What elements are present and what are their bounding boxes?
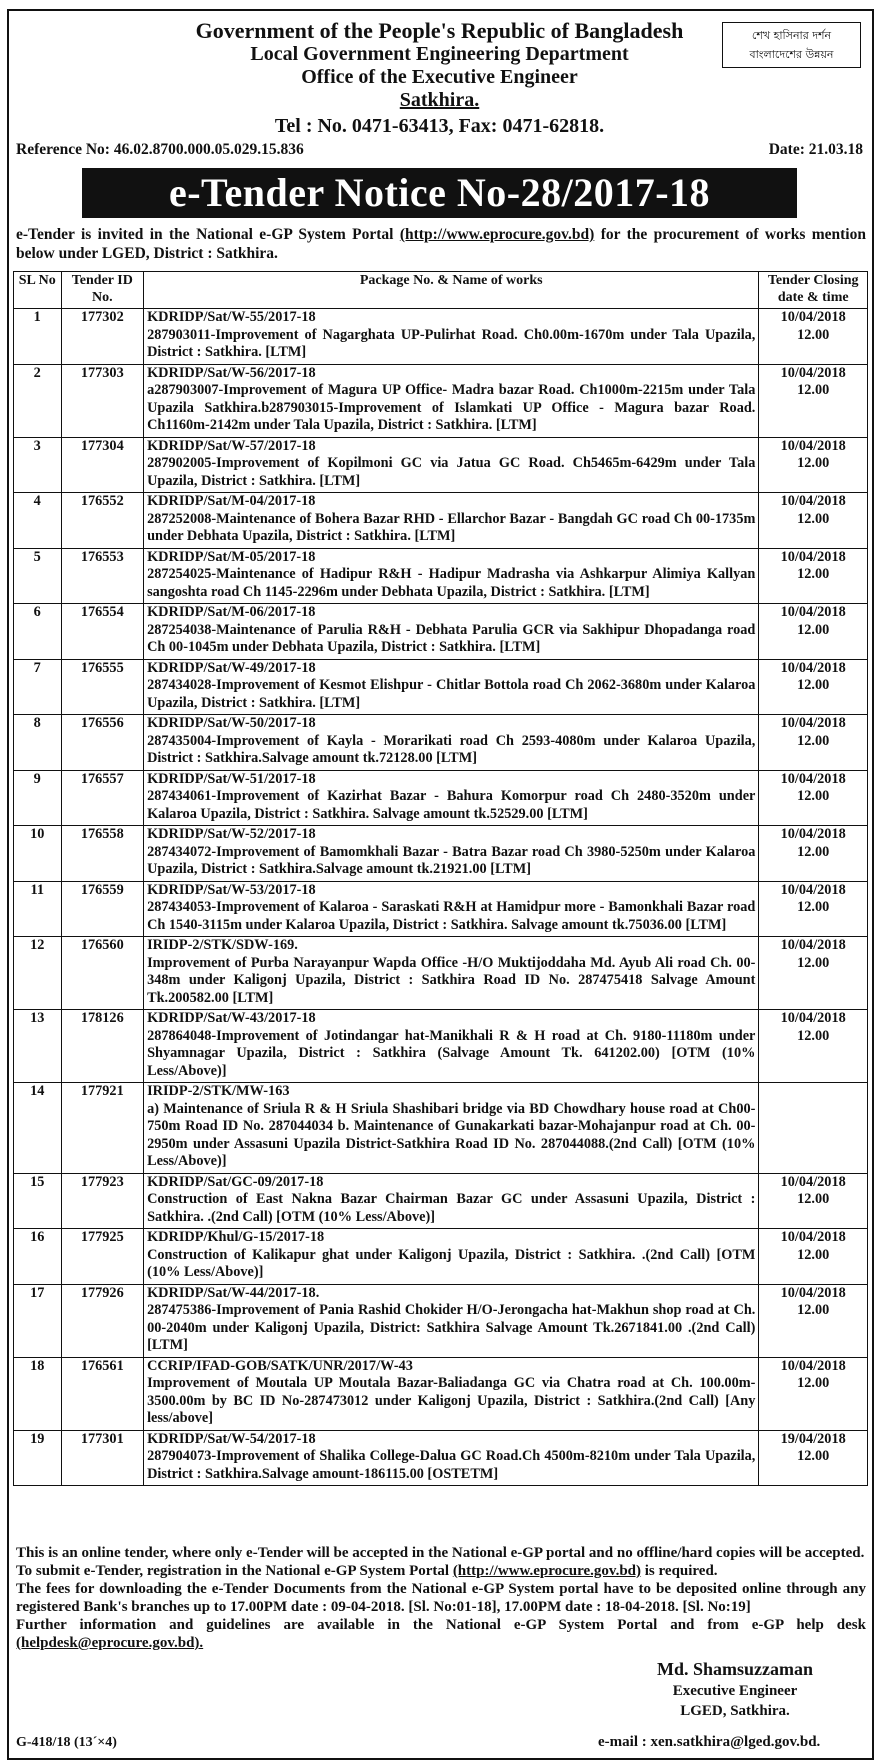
table-row bbox=[14, 437, 868, 493]
cell-tender-id: 176556 bbox=[61, 715, 144, 771]
cell-tender-id: 177304 bbox=[61, 437, 144, 493]
closing-date: 10/04/2018 bbox=[780, 937, 846, 953]
work-name: 287434061-Improvement of Kazirhat Bazar - Bahura Komorpur road Ch 2480-3520m under Kalaroa Upazila, District : Satkhira. Salvage amount tk.52529.00 [LTM] bbox=[147, 788, 756, 822]
work-name: Improvement of Moutala UP Moutala Bazar-Baliadanga GC via Chatra road at Ch. 100.00m-3500.00m by BC ID No-287473012 under Kaligonj Upazila, District : Satkhira.(2nd Call) [Any less/above] bbox=[147, 1375, 756, 1426]
closing-time: 12.00 bbox=[797, 566, 830, 582]
closing-date: 10/04/2018 bbox=[780, 548, 846, 565]
cell-closing bbox=[759, 1173, 868, 1229]
cell-sl: 1 bbox=[14, 309, 62, 365]
cell-sl: 17 bbox=[14, 1284, 62, 1357]
table-body bbox=[14, 309, 868, 1486]
signature-block bbox=[600, 1657, 870, 1721]
cell-package bbox=[144, 659, 759, 715]
closing-date: 10/04/2018 bbox=[780, 715, 846, 731]
slogan-line-1: শেখ হাসিনার দর্শন bbox=[751, 29, 832, 42]
office-location: Satkhira. bbox=[399, 89, 480, 111]
footer-note-fees: The fees for downloading the e-Tender Documents from the National e-GP System portal have to be deposited online through any registered Bank's branches up to 17.00PM date : 09-04-2018. [Sl. No:01-18], 17.00PM date : 18-04-2018. [Sl. No:19] bbox=[16, 1581, 866, 1615]
cell-tender-id: 177925 bbox=[61, 1229, 144, 1285]
package-number: KDRIDP/Sat/W-44/2017-18. bbox=[147, 1284, 320, 1301]
work-name: Construction of East Nakna Bazar Chairman Bazar GC under Assasuni Upazila, District : Satkhira. .(2nd Call) [OTM (10% Less/Above)] bbox=[147, 1191, 756, 1225]
cell-sl: 13 bbox=[14, 1010, 62, 1083]
cell-tender-id: 176553 bbox=[61, 548, 144, 604]
cell-tender-id: 176552 bbox=[61, 493, 144, 549]
closing-date: 10/04/2018 bbox=[780, 309, 846, 325]
cell-sl: 5 bbox=[14, 548, 62, 604]
package-number: KDRIDP/Khul/G-15/2017-18 bbox=[147, 1229, 325, 1245]
package-number: IRIDP-2/STK/SDW-169. bbox=[147, 937, 298, 953]
closing-date: 10/04/2018 bbox=[780, 659, 846, 676]
cell-sl: 14 bbox=[14, 1083, 62, 1174]
work-name: 287864048-Improvement of Jotindangar hat-Manikhali R & H road at Ch. 9180-11180m under Shyamnagar Upazila, District : Satkhira (Salvage Amount Tk. 641202.00) [OTM (10% Less/Above)] bbox=[147, 1027, 756, 1079]
cell-sl: 9 bbox=[14, 770, 62, 826]
signatory-title: Executive Engineer bbox=[672, 1683, 798, 1699]
closing-time: 12.00 bbox=[797, 455, 830, 471]
table-row bbox=[14, 604, 868, 660]
table-row bbox=[14, 1284, 868, 1357]
cell-package bbox=[144, 604, 759, 660]
package-number: KDRIDP/Sat/M-06/2017-18 bbox=[147, 604, 316, 620]
work-name: 287435004-Improvement of Kayla - Morarikati road Ch 2593-4080m under Kalaroa Upazila, District : Satkhira.Salvage amount tk.72128.00 [LTM] bbox=[147, 732, 756, 766]
package-number: KDRIDP/Sat/W-52/2017-18 bbox=[147, 826, 316, 842]
work-name: 287434072-Improvement of Bamomkhali Bazar - Batra Bazar road Ch 3980-5250m under Kalaroa Upazila, District : Satkhira.Salvage amount tk.21921.00 [LTM] bbox=[147, 843, 756, 877]
work-name: 287254038-Maintenance of Parulia R&H - Debhata Parulia GCR via Sakhipur Dhopadanga road Ch 00-1045m under Debhata Upazila, District : Satkhira. [LTM] bbox=[147, 621, 756, 655]
department-name: Local Government Engineering Department bbox=[250, 43, 629, 65]
cell-tender-id: 176555 bbox=[61, 659, 144, 715]
table-row bbox=[14, 770, 868, 826]
work-name: Improvement of Purba Narayanpur Wapda Office -H/O Muktijoddaha Md. Ayub Ali road Ch. 00-348m under Kaligonj Upazila, District : Satkhira Road ID No. 287475418 Salvage Amount Tk.200582.00 [LTM] bbox=[147, 954, 756, 1006]
cell-closing bbox=[759, 1010, 868, 1083]
cell-package bbox=[144, 1430, 759, 1486]
package-number: KDRIDP/Sat/W-43/2017-18 bbox=[147, 1010, 316, 1026]
cell-tender-id: 176554 bbox=[61, 604, 144, 660]
signatory-name: Md. Shamsuzzaman bbox=[656, 1659, 813, 1679]
cell-package bbox=[144, 1357, 759, 1430]
closing-time: 12.00 bbox=[797, 510, 830, 527]
cell-tender-id: 176559 bbox=[61, 881, 144, 937]
cell-package bbox=[144, 1229, 759, 1285]
table-row bbox=[14, 309, 868, 365]
table-row bbox=[14, 364, 868, 437]
cell-package bbox=[144, 826, 759, 882]
package-number: IRIDP-2/STK/MW-163 bbox=[147, 1083, 290, 1099]
intro-text: e-Tender is invited in the National e-GP System Portal bbox=[16, 226, 400, 243]
work-name: a287903007-Improvement of Magura UP Office- Madra bazar Road. Ch1000m-2215m under Tala Upazila Satkhira.b287903015-Improvement of Islamkati UP Office - Magura bazar Road. Ch1160m-2142m under Tala Upazila, District : Satkhira. [LTM] bbox=[147, 382, 756, 433]
cell-sl: 2 bbox=[14, 364, 62, 437]
cell-closing bbox=[759, 1083, 868, 1174]
notice-date: Date: 21.03.18 bbox=[768, 141, 863, 158]
package-number: KDRIDP/Sat/W-51/2017-18 bbox=[147, 770, 316, 787]
cell-package bbox=[144, 437, 759, 493]
closing-time: 12.00 bbox=[797, 1375, 830, 1391]
cell-package bbox=[144, 1010, 759, 1083]
cell-closing bbox=[759, 437, 868, 493]
table-row bbox=[14, 659, 868, 715]
cell-closing bbox=[759, 364, 868, 437]
cell-closing bbox=[759, 1284, 868, 1357]
closing-date: 10/04/2018 bbox=[780, 493, 846, 509]
cell-sl: 18 bbox=[14, 1357, 62, 1430]
package-number: KDRIDP/Sat/W-54/2017-18 bbox=[147, 1430, 316, 1447]
cell-package bbox=[144, 493, 759, 549]
cell-sl: 3 bbox=[14, 437, 62, 493]
info-text: Further information and guidelines are available in the National e-GP System Portal and from e-GP help desk bbox=[16, 1617, 866, 1633]
table-row bbox=[14, 1357, 868, 1430]
package-number: KDRIDP/Sat/W-56/2017-18 bbox=[147, 364, 316, 381]
package-number: KDRIDP/Sat/M-05/2017-18 bbox=[147, 548, 316, 565]
cell-closing bbox=[759, 1430, 868, 1486]
cell-tender-id: 177921 bbox=[61, 1083, 144, 1174]
work-name: a) Maintenance of Sriula R & H Sriula Shashibari bridge via BD Chowdhary house road at Ch00-750m Road ID No. 287044034 b. Maintenance of Gunakarkati bazar-Mohajanpur road at Ch. 00-2950m under Assasuni Upazila District-Satkhira Road ID No. 287044088.(2nd Call) [OTM (10% Less/Above)] bbox=[147, 1100, 756, 1169]
slogan-box bbox=[722, 22, 861, 68]
closing-time: 12.00 bbox=[797, 1302, 830, 1318]
cell-sl: 19 bbox=[14, 1430, 62, 1486]
cell-sl: 8 bbox=[14, 715, 62, 771]
col-header-closing: Tender Closing date & time bbox=[759, 272, 868, 309]
cell-tender-id: 177303 bbox=[61, 364, 144, 437]
table-row bbox=[14, 493, 868, 549]
closing-time: 12.00 bbox=[797, 788, 830, 804]
cell-package bbox=[144, 715, 759, 771]
closing-date: 10/04/2018 bbox=[780, 1357, 846, 1374]
government-title: Government of the People's Republic of Bangladesh bbox=[195, 18, 684, 43]
package-number: KDRIDP/Sat/W-53/2017-18 bbox=[147, 881, 316, 898]
cell-package bbox=[144, 881, 759, 937]
footer-notes bbox=[16, 1544, 866, 1652]
notice-title-banner: e-Tender Notice No-28/2017-18 bbox=[82, 168, 797, 218]
closing-time: 12.00 bbox=[797, 382, 830, 398]
cell-closing bbox=[759, 659, 868, 715]
footer-note-registration bbox=[16, 1562, 866, 1580]
cell-tender-id: 176560 bbox=[61, 937, 144, 1010]
package-number: KDRIDP/Sat/W-49/2017-18 bbox=[147, 659, 316, 676]
cell-closing bbox=[759, 309, 868, 365]
cell-closing bbox=[759, 1229, 868, 1285]
table-row bbox=[14, 1430, 868, 1486]
closing-date: 10/04/2018 bbox=[780, 1010, 846, 1026]
closing-date: 10/04/2018 bbox=[780, 437, 846, 454]
cell-sl: 6 bbox=[14, 604, 62, 660]
package-number: KDRIDP/Sat/W-57/2017-18 bbox=[147, 437, 316, 454]
eprocure-link[interactable]: (http://www.eprocure.gov.bd) bbox=[399, 226, 595, 243]
slogan-line-2: বাংলাদেশের উন্নয়ন bbox=[749, 48, 834, 61]
table-row bbox=[14, 1010, 868, 1083]
cell-tender-id: 176557 bbox=[61, 770, 144, 826]
table-row bbox=[14, 881, 868, 937]
intro-paragraph bbox=[16, 226, 866, 263]
cell-closing bbox=[759, 1357, 868, 1430]
cell-package bbox=[144, 1173, 759, 1229]
closing-date: 10/04/2018 bbox=[780, 1229, 846, 1245]
cell-package bbox=[144, 937, 759, 1010]
cell-closing bbox=[759, 493, 868, 549]
cell-package bbox=[144, 309, 759, 365]
col-header-sl: SL No bbox=[14, 272, 62, 309]
footer-note-info bbox=[16, 1616, 866, 1652]
cell-closing bbox=[759, 548, 868, 604]
cell-closing bbox=[759, 937, 868, 1010]
closing-time: 12.00 bbox=[797, 621, 830, 638]
table-row bbox=[14, 548, 868, 604]
table-row bbox=[14, 1173, 868, 1229]
cell-package bbox=[144, 364, 759, 437]
cell-closing bbox=[759, 604, 868, 660]
table-row bbox=[14, 937, 868, 1010]
work-name: Construction of Kalikapur ghat under Kaligonj Upazila, District : Satkhira. .(2nd Call) [OTM (10% Less/Above)] bbox=[147, 1246, 756, 1280]
reference-number: Reference No: 46.02.8700.000.05.029.15.836 bbox=[16, 141, 304, 158]
cell-sl: 10 bbox=[14, 826, 62, 882]
work-name: 287434028-Improvement of Kesmot Elishpur - Chitlar Bottola road Ch 2062-3680m under Kalaroa Upazila, District : Satkhira. [LTM] bbox=[147, 677, 756, 711]
cell-sl: 11 bbox=[14, 881, 62, 937]
table-row bbox=[14, 826, 868, 882]
package-number: KDRIDP/Sat/W-50/2017-18 bbox=[147, 715, 316, 731]
cell-tender-id: 177302 bbox=[61, 309, 144, 365]
helpdesk-email-link[interactable]: (helpdesk@eprocure.gov.bd). bbox=[16, 1635, 204, 1651]
cell-closing bbox=[759, 715, 868, 771]
closing-time: 12.00 bbox=[797, 1191, 830, 1207]
cell-package bbox=[144, 548, 759, 604]
publication-code: G-418/18 (13´×4) bbox=[16, 1735, 117, 1750]
closing-time: 12.00 bbox=[797, 1246, 830, 1263]
signatory-org: LGED, Satkhira. bbox=[680, 1703, 790, 1719]
registration-text: To submit e-Tender, registration in the National e-GP System Portal bbox=[16, 1563, 453, 1579]
contact-line: Tel : No. 0471-63413, Fax: 0471-62818. bbox=[274, 115, 605, 137]
closing-time: 12.00 bbox=[797, 677, 830, 693]
closing-date: 10/04/2018 bbox=[780, 604, 846, 620]
cell-package bbox=[144, 770, 759, 826]
cell-closing bbox=[759, 826, 868, 882]
closing-time: 12.00 bbox=[797, 954, 830, 971]
cell-tender-id: 177923 bbox=[61, 1173, 144, 1229]
work-name: 287254025-Maintenance of Hadipur R&H - Hadipur Madrasha via Ashkarpur Alimiya Kallyan sangoshta road Ch 1145-2296m under Debhata Upazila, District : Satkhira. [LTM] bbox=[147, 566, 756, 600]
reference-line bbox=[16, 141, 863, 159]
cell-tender-id: 177301 bbox=[61, 1430, 144, 1486]
package-number: KDRIDP/Sat/M-04/2017-18 bbox=[147, 493, 316, 509]
closing-date: 10/04/2018 bbox=[780, 881, 846, 898]
closing-time: 12.00 bbox=[797, 1027, 830, 1044]
work-name: 287475386-Improvement of Pania Rashid Chokider H/O-Jerongacha hat-Makhun shop road at Ch. 00-2040m under Kaligonj Upazila, District: Satkhira Salvage Amount Tk.2671841.00 .(2nd Call) [LTM] bbox=[147, 1302, 756, 1353]
tender-table bbox=[13, 271, 868, 1486]
work-name: 287903011-Improvement of Nagarghata UP-Pulirhat Road. Ch0.00m-1670m under Tala Upazila, District : Satkhira. [LTM] bbox=[147, 326, 756, 360]
cell-package bbox=[144, 1284, 759, 1357]
cell-sl: 16 bbox=[14, 1229, 62, 1285]
cell-sl: 4 bbox=[14, 493, 62, 549]
cell-tender-id: 176561 bbox=[61, 1357, 144, 1430]
cell-sl: 7 bbox=[14, 659, 62, 715]
closing-date: 10/04/2018 bbox=[780, 1173, 846, 1190]
closing-time: 12.00 bbox=[797, 326, 830, 343]
work-name: 287252008-Maintenance of Bohera Bazar RHD - Ellarchor Bazar - Bangdah GC road Ch 00-1735m under Debhata Upazila, District : Satkhira. [LTM] bbox=[147, 510, 756, 544]
closing-time: 12.00 bbox=[797, 1448, 830, 1464]
cell-closing bbox=[759, 881, 868, 937]
table-header-row bbox=[14, 272, 868, 309]
cell-package bbox=[144, 1083, 759, 1174]
work-name: 287904073-Improvement of Shalika College-Dalua GC Road.Ch 4500m-8210m under Tala Upazila, District : Satkhira.Salvage amount-186115.00 [OSTETM] bbox=[147, 1448, 756, 1482]
cell-tender-id: 177926 bbox=[61, 1284, 144, 1357]
cell-sl: 15 bbox=[14, 1173, 62, 1229]
closing-time: 12.00 bbox=[797, 843, 830, 860]
work-name: 287434053-Improvement of Kalaroa - Saraskati R&H at Hamidpur more - Bamonkhali Bazar road Ch 1540-3115m under Kalaroa Upazila, District : Satkhira. Salvage amount tk.75036.00 [LTM] bbox=[147, 899, 756, 933]
signatory-email: e-mail : xen.satkhira@lged.gov.bd. bbox=[598, 1734, 821, 1750]
work-name: 287902005-Improvement of Kopilmoni GC via Jatua GC Road. Ch5465m-6429m under Tala Upazila, District : Satkhira. [LTM] bbox=[147, 455, 756, 489]
package-number: KDRIDP/Sat/GC-09/2017-18 bbox=[147, 1173, 324, 1190]
closing-date: 19/04/2018 bbox=[780, 1430, 846, 1447]
footer-note-online: This is an online tender, where only e-Tender will be accepted in the National e-GP portal and no offline/hard copies will be accepted. bbox=[16, 1545, 865, 1561]
closing-time: 12.00 bbox=[797, 732, 830, 749]
cell-closing bbox=[759, 770, 868, 826]
closing-time: 12.00 bbox=[797, 899, 830, 915]
registration-text-end: is required. bbox=[641, 1563, 718, 1579]
col-header-package: Package No. & Name of works bbox=[144, 272, 759, 309]
office-name: Office of the Executive Engineer bbox=[301, 66, 578, 88]
table-row bbox=[14, 715, 868, 771]
closing-date: 10/04/2018 bbox=[780, 1284, 846, 1301]
closing-date: 10/04/2018 bbox=[780, 364, 846, 381]
table-row bbox=[14, 1083, 868, 1174]
cell-sl: 12 bbox=[14, 937, 62, 1010]
col-header-tender-id: Tender ID No. bbox=[61, 272, 144, 309]
intro-text-end: for the procurement of works mention below under LGED, District : Satkhira. bbox=[16, 226, 866, 262]
package-number: CCRIP/IFAD-GOB/SATK/UNR/2017/W-43 bbox=[147, 1357, 413, 1374]
closing-date: 10/04/2018 bbox=[780, 770, 846, 787]
closing-date: 10/04/2018 bbox=[780, 826, 846, 842]
package-number: KDRIDP/Sat/W-55/2017-18 bbox=[147, 309, 316, 325]
eprocure-link-footer[interactable]: (http://www.eprocure.gov.bd) bbox=[452, 1563, 642, 1579]
cell-tender-id: 178126 bbox=[61, 1010, 144, 1083]
cell-tender-id: 176558 bbox=[61, 826, 144, 882]
table-row bbox=[14, 1229, 868, 1285]
